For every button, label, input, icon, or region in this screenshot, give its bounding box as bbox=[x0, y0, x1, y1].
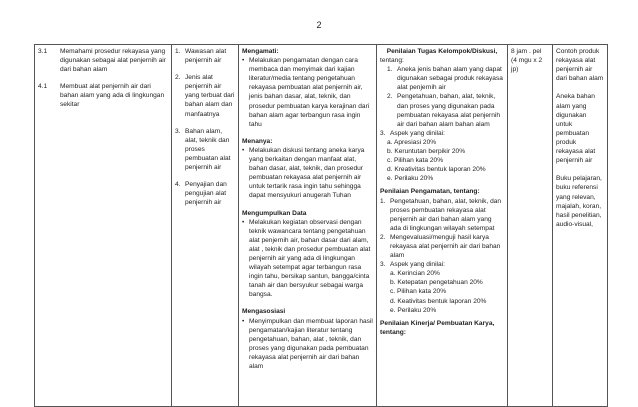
kinerja-heading: Penilaian Kinerja/ Pembuatan Karya, bbox=[380, 319, 495, 327]
tugas-item bbox=[380, 65, 504, 92]
kd-cell bbox=[35, 45, 172, 407]
bullet-icon: • bbox=[242, 57, 245, 65]
mengamati-text: Melakukan pengamatan dengan cara membaca dan menyimak dari kajian literatur/media tentang pengetahuan rekayasa pembuatan alat penjernih air, jenis bahan dasar, alat, teknik, dan prosedur pembuatan karya kerajinan dari bahan alam agar terbangun rasa ingin tahu bbox=[249, 57, 370, 128]
kd-item bbox=[38, 47, 168, 74]
tugas-text: Pengetahuan, bahan, alat, teknik, dan proses yang digunakan pada pembuatan rekayasa alat penjernih air dari bahan alam bahan alam bbox=[397, 93, 501, 128]
tugas-aspek: b. Keruntutan berpikir 20% bbox=[387, 148, 466, 156]
waktu-text: 8 jam . pel (4 mgu x 2 jp) bbox=[511, 48, 543, 74]
sumber-cell bbox=[553, 45, 608, 407]
mengumpulkan-item bbox=[242, 218, 373, 300]
materi-item bbox=[175, 180, 235, 207]
pengamatan-aspek: c. Pilihan kata 20% bbox=[390, 288, 447, 296]
materi-item bbox=[175, 47, 235, 65]
materi-text: Bahan alam, alat, teknik dan proses pembuatan alat penjernih air bbox=[185, 127, 231, 172]
materi-text: Wawasan alat penjernih air bbox=[185, 48, 227, 65]
table-row bbox=[35, 45, 608, 407]
waktu-cell bbox=[508, 45, 553, 407]
materi-number: 2. bbox=[175, 74, 181, 82]
pengamatan-item bbox=[380, 260, 504, 269]
tugas-aspek: e. Perilaku 20% bbox=[387, 175, 434, 183]
tugas-aspek: d. Kreativitas bentuk laporan 20% bbox=[387, 166, 486, 174]
kd-text: Memahami prosedur rekayasa yang digunakan sebagai alat penjernih air dari bahan alam bbox=[60, 48, 166, 74]
materi-text: Jenis alat penjernih air yang terbuat dari bahan alam dan manfaatnya bbox=[185, 74, 235, 118]
tugas-number: 1. bbox=[387, 66, 393, 74]
menanya-text: Melakukan diskusi tentang aneka karya yang berkaitan dengan manfaat alat, bahan dasar, alat, teknik, dan prosedur pembuatan rekayasa alat penjernih air untuk tertarik rasa ingin tahu sehingga dapat mensyukuri anugerah Tuhan bbox=[249, 146, 365, 200]
menanya-item bbox=[242, 146, 373, 201]
kegiatan-cell bbox=[239, 45, 377, 407]
kd-item bbox=[38, 82, 168, 109]
bullet-icon: • bbox=[242, 218, 245, 226]
kd-number: 4.1 bbox=[38, 83, 48, 91]
kd-text: Membuat alat penjernih air dari bahan alam yang ada di lingkungan sekitar bbox=[60, 83, 165, 109]
tugas-number: 3. bbox=[380, 129, 386, 137]
kinerja-subheading: tentang: bbox=[380, 328, 407, 336]
materi-number: 4. bbox=[175, 181, 181, 189]
pengamatan-item bbox=[380, 233, 504, 260]
pengamatan-number: 1. bbox=[380, 197, 386, 205]
pengamatan-aspek: e. Perilaku 20% bbox=[390, 306, 437, 314]
mengasosiasi-heading: Mengasosiasi bbox=[242, 308, 286, 316]
tugas-subheading: tentang: bbox=[380, 57, 404, 65]
materi-number: 3. bbox=[175, 127, 181, 135]
tugas-aspek: c. Pilihan kata 20% bbox=[387, 157, 444, 165]
pengamatan-aspek: b. Ketepatan pengetahuan 20% bbox=[390, 279, 483, 287]
pengamatan-aspek: a. Kerincian 20% bbox=[390, 270, 440, 278]
tugas-item bbox=[380, 92, 504, 128]
pengamatan-text: Aspek yang dinilai: bbox=[390, 261, 445, 269]
mengamati-heading: Mengamati: bbox=[242, 48, 279, 55]
bullet-icon: • bbox=[242, 317, 245, 325]
mengumpulkan-heading: Mengumpulkan Data bbox=[242, 209, 307, 217]
syllabus-table bbox=[34, 44, 608, 407]
bullet-icon: • bbox=[242, 146, 245, 154]
mengasosiasi-item bbox=[242, 317, 373, 372]
tugas-text: Aneka jenis bahan alam yang dapat digunakan sebagai produk rekayasa alat penjernih air bbox=[397, 66, 503, 92]
tugas-item bbox=[380, 129, 504, 138]
mengamati-item bbox=[242, 56, 373, 129]
menanya-heading: Menanya: bbox=[242, 137, 273, 145]
tugas-heading: Penilaian Tugas Kelompok/Diskusi, bbox=[386, 48, 498, 55]
pengamatan-number: 2. bbox=[380, 233, 386, 241]
tugas-text: Aspek yang dinilai: bbox=[390, 129, 445, 137]
materi-item bbox=[175, 73, 235, 118]
page-number: 2 bbox=[316, 20, 322, 30]
materi-text: Penyajian dan pengujian alat penjernih air bbox=[185, 181, 227, 207]
pengamatan-number: 3. bbox=[380, 261, 386, 269]
pengamatan-aspek: d. Keativitas bentuk laporan 20% bbox=[390, 297, 487, 305]
pengamatan-heading: Penilaian Pengamatan, tentang: bbox=[380, 188, 480, 196]
pengamatan-text: Mengevaluasi/menguji hasil karya rekayasa alat penjernih air dari bahan alam bbox=[390, 233, 501, 260]
materi-number: 1. bbox=[175, 48, 181, 55]
tugas-aspek: a. Apresiasi 20% bbox=[387, 138, 437, 146]
materi-cell bbox=[172, 45, 239, 407]
tugas-number: 2. bbox=[387, 93, 393, 101]
mengumpulkan-text: Melakukan kegiatan observasi dengan teknik wawancara tentang pengetahuan alat penjernih air, bahan dasar dari alam, alat , teknik dan prosedur pembuatan alat penjernih air yang ada di lingkungan wilayah setempat agar terbangun rasa ingin tahu, bersikap santun, bangga/cinta tanah air dan bersyukur sebagai warga bangsa. bbox=[249, 218, 371, 299]
penilaian-cell bbox=[377, 45, 508, 407]
kd-number: 3.1 bbox=[38, 48, 48, 55]
mengasosiasi-text: Menyimpulkan dan membuat laporan hasil pengamatan/kajian literatur tentang pengetahuan, bahan, alat , teknik, dan proses yang digunakan pada pembuatan rekayasa alat penjernih air dari bahan alam bbox=[249, 317, 373, 370]
pengamatan-item bbox=[380, 197, 504, 233]
pengamatan-text: Pengetahuan, bahan, alat, teknik, dan proses pembuatan rekayasa alat penjernih air dari bahan alam yang ada di lingkungan wilayah setempat bbox=[390, 197, 502, 232]
materi-item bbox=[175, 127, 235, 172]
sumber-text: Contoh produk rekayasa alat penjernih air dari bahan alam Aneka bahan alam yang digunakan untuk pembuatan produk rekayasa alat penjernih air Buku pelajaran, buku referensi yang relevan, majalah, koran, hasil penelitian, audio-visual, bbox=[556, 48, 604, 228]
